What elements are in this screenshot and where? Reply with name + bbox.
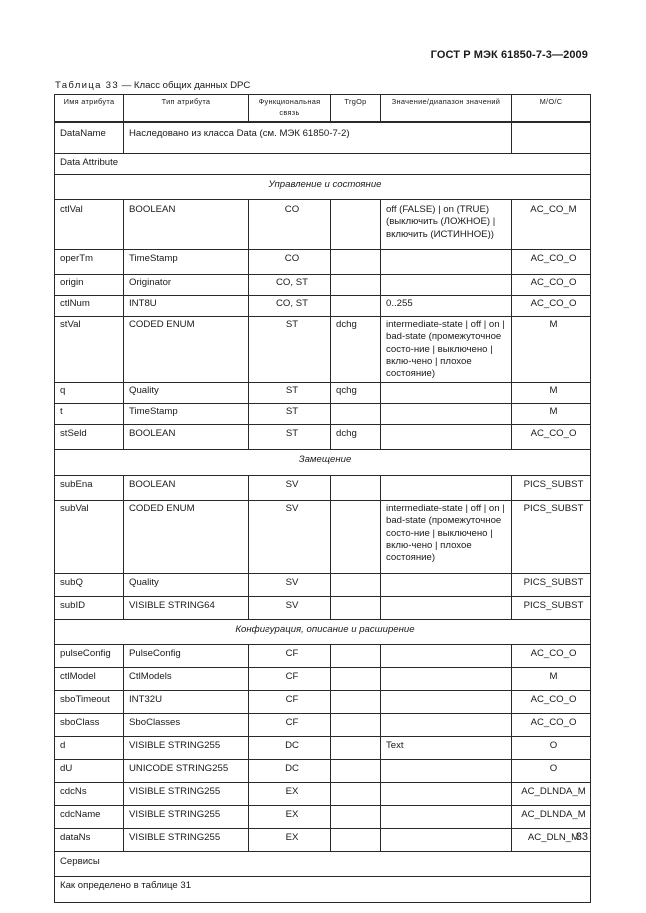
attr-type-cell: INT32U <box>124 691 249 714</box>
attr-type-cell: BOOLEAN <box>124 425 249 450</box>
attr-name-cell: dU <box>55 760 124 783</box>
attr-fc-cell: CO <box>249 250 331 275</box>
attribute-row <box>55 574 591 597</box>
attr-name-cell: pulseConfig <box>55 645 124 668</box>
attr-value-cell: intermediate-state | off | on | bad-state (промежуточное состо-ние | выключено | вклю-чено | плохое состояние) <box>381 317 512 383</box>
attr-moc-cell: PICS_SUBST <box>512 574 591 597</box>
attr-trgop-cell <box>331 783 381 806</box>
attribute-row <box>55 668 591 691</box>
attr-moc-cell: M <box>512 404 591 425</box>
attr-trgop-cell <box>331 668 381 691</box>
attr-trgop-cell <box>331 714 381 737</box>
attr-value-cell <box>381 714 512 737</box>
attr-fc-cell: ST <box>249 404 331 425</box>
attr-value-cell <box>381 783 512 806</box>
attr-value-cell <box>381 760 512 783</box>
attribute-row <box>55 737 591 760</box>
attr-trgop-cell <box>331 476 381 501</box>
attr-name-cell: q <box>55 383 124 404</box>
attr-fc-cell: SV <box>249 597 331 620</box>
data-attribute-row <box>55 154 591 175</box>
attr-fc-cell: CO <box>249 200 331 250</box>
attr-moc-cell: M <box>512 317 591 383</box>
attr-name-cell: sboClass <box>55 714 124 737</box>
attr-fc-cell: EX <box>249 829 331 852</box>
services-row <box>55 852 591 877</box>
standard-header: ГОСТ Р МЭК 61850-7-3—2009 <box>430 49 588 61</box>
attr-value-cell <box>381 476 512 501</box>
col-header-name: Имя атрибута <box>55 95 124 123</box>
attr-value-cell: 0..255 <box>381 296 512 317</box>
section-substitution: Замещение <box>55 450 591 476</box>
attr-moc-cell: AC_CO_O <box>512 714 591 737</box>
attr-trgop-cell <box>331 737 381 760</box>
dataname-moc <box>512 122 591 154</box>
attr-name-cell: cdcNs <box>55 783 124 806</box>
attr-name-cell: subQ <box>55 574 124 597</box>
attribute-row <box>55 275 591 296</box>
attr-value-cell <box>381 404 512 425</box>
attr-name-cell: subID <box>55 597 124 620</box>
attr-type-cell: PulseConfig <box>124 645 249 668</box>
attr-fc-cell: SV <box>249 501 331 574</box>
control-group <box>55 200 591 450</box>
attr-moc-cell: AC_CO_O <box>512 425 591 450</box>
attr-fc-cell: ST <box>249 383 331 404</box>
attr-type-cell: CtlModels <box>124 668 249 691</box>
dpc-attribute-table <box>54 94 591 903</box>
attr-name-cell: ctlModel <box>55 668 124 691</box>
services-text-row <box>55 877 591 903</box>
attr-trgop-cell <box>331 501 381 574</box>
attr-moc-cell: AC_DLN_M <box>512 829 591 852</box>
attr-name-cell: ctlVal <box>55 200 124 250</box>
attr-moc-cell: AC_CO_O <box>512 645 591 668</box>
attr-moc-cell: PICS_SUBST <box>512 476 591 501</box>
attr-fc-cell: DC <box>249 760 331 783</box>
attr-type-cell: TimeStamp <box>124 404 249 425</box>
attr-trgop-cell <box>331 691 381 714</box>
attr-type-cell: BOOLEAN <box>124 476 249 501</box>
attr-type-cell: Quality <box>124 383 249 404</box>
attribute-row <box>55 714 591 737</box>
attr-fc-cell: SV <box>249 476 331 501</box>
attr-trgop-cell <box>331 574 381 597</box>
caption-label: Таблица 33 <box>55 80 119 91</box>
attr-trgop-cell <box>331 829 381 852</box>
data-attribute-label: Data Attribute <box>55 154 591 175</box>
col-header-moc: M/O/C <box>512 95 591 123</box>
page-number: 33 <box>575 831 588 843</box>
col-header-trgop: TrgOp <box>331 95 381 123</box>
attr-moc-cell: AC_DLNDA_M <box>512 806 591 829</box>
attr-value-cell: intermediate-state | off | on | bad-state (промежуточное состо-ние | выключено | вклю-чено | плохое состояние) <box>381 501 512 574</box>
attr-fc-cell: EX <box>249 783 331 806</box>
section-row <box>55 450 591 476</box>
attr-moc-cell: O <box>512 737 591 760</box>
attr-fc-cell: SV <box>249 574 331 597</box>
attr-value-cell <box>381 425 512 450</box>
attribute-row <box>55 645 591 668</box>
attr-type-cell: CODED ENUM <box>124 317 249 383</box>
section-control-status: Управление и состояние <box>55 175 591 200</box>
attribute-row <box>55 425 591 450</box>
table-caption <box>55 80 250 91</box>
attr-trgop-cell <box>331 645 381 668</box>
attr-trgop-cell: dchg <box>331 317 381 383</box>
attr-type-cell: VISIBLE STRING255 <box>124 829 249 852</box>
attr-moc-cell: PICS_SUBST <box>512 597 591 620</box>
attribute-row <box>55 691 591 714</box>
attr-moc-cell: M <box>512 668 591 691</box>
attr-type-cell: INT8U <box>124 296 249 317</box>
attr-name-cell: origin <box>55 275 124 296</box>
attr-type-cell: BOOLEAN <box>124 200 249 250</box>
attr-moc-cell: AC_CO_O <box>512 275 591 296</box>
attr-value-cell <box>381 829 512 852</box>
attr-value-cell <box>381 275 512 296</box>
attr-name-cell: stSeld <box>55 425 124 450</box>
attr-type-cell: UNICODE STRING255 <box>124 760 249 783</box>
col-header-type: Тип атрибута <box>124 95 249 123</box>
attr-fc-cell: DC <box>249 737 331 760</box>
attribute-row <box>55 783 591 806</box>
attr-moc-cell: AC_CO_M <box>512 200 591 250</box>
attr-trgop-cell <box>331 597 381 620</box>
attr-name-cell: dataNs <box>55 829 124 852</box>
attr-trgop-cell: dchg <box>331 425 381 450</box>
attr-fc-cell: CO, ST <box>249 296 331 317</box>
attribute-row <box>55 383 591 404</box>
attr-type-cell: Originator <box>124 275 249 296</box>
attr-fc-cell: ST <box>249 317 331 383</box>
col-header-fc: Функциональная связь <box>249 95 331 123</box>
attr-value-cell: Text <box>381 737 512 760</box>
attr-trgop-cell <box>331 806 381 829</box>
config-group <box>55 645 591 852</box>
attr-type-cell: VISIBLE STRING64 <box>124 597 249 620</box>
dataname-cell: DataName <box>55 122 124 154</box>
attr-fc-cell: CF <box>249 691 331 714</box>
table-header-row <box>55 95 591 123</box>
attribute-row <box>55 296 591 317</box>
col-header-value: Значение/диапазон значений <box>381 95 512 123</box>
attr-type-cell: VISIBLE STRING255 <box>124 737 249 760</box>
attribute-row <box>55 200 591 250</box>
dataname-row <box>55 122 591 154</box>
attr-value-cell <box>381 691 512 714</box>
attr-type-cell: SboClasses <box>124 714 249 737</box>
section-row <box>55 175 591 200</box>
attribute-row <box>55 806 591 829</box>
attr-trgop-cell <box>331 760 381 783</box>
attr-moc-cell: PICS_SUBST <box>512 501 591 574</box>
services-text: Как определено в таблице 31 <box>55 877 591 903</box>
services-label: Сервисы <box>55 852 591 877</box>
attr-fc-cell: CF <box>249 668 331 691</box>
attr-value-cell <box>381 383 512 404</box>
attr-type-cell: Quality <box>124 574 249 597</box>
attr-moc-cell: AC_CO_O <box>512 250 591 275</box>
attr-type-cell: CODED ENUM <box>124 501 249 574</box>
attr-value-cell: off (FALSE) | on (TRUE) (выключить (ЛОЖНОЕ) | включить (ИСТИННОЕ)) <box>381 200 512 250</box>
attribute-row <box>55 501 591 574</box>
attr-name-cell: t <box>55 404 124 425</box>
attr-moc-cell: O <box>512 760 591 783</box>
attribute-row <box>55 597 591 620</box>
attr-name-cell: operTm <box>55 250 124 275</box>
attr-value-cell <box>381 806 512 829</box>
attr-trgop-cell <box>331 404 381 425</box>
attr-moc-cell: AC_CO_O <box>512 296 591 317</box>
attr-name-cell: subVal <box>55 501 124 574</box>
attr-name-cell: d <box>55 737 124 760</box>
attr-name-cell: stVal <box>55 317 124 383</box>
attr-name-cell: cdcName <box>55 806 124 829</box>
attr-fc-cell: CO, ST <box>249 275 331 296</box>
attribute-row <box>55 760 591 783</box>
attr-name-cell: sboTimeout <box>55 691 124 714</box>
attr-trgop-cell <box>331 275 381 296</box>
attr-moc-cell: AC_DLNDA_M <box>512 783 591 806</box>
attr-name-cell: subEna <box>55 476 124 501</box>
attr-type-cell: VISIBLE STRING255 <box>124 783 249 806</box>
dataname-inherit-text: Наследовано из класса Data (см. МЭК 61850-7-2) <box>124 122 512 154</box>
attr-fc-cell: CF <box>249 714 331 737</box>
attr-trgop-cell <box>331 200 381 250</box>
attr-value-cell <box>381 645 512 668</box>
attribute-row <box>55 829 591 852</box>
attribute-row <box>55 250 591 275</box>
attr-type-cell: TimeStamp <box>124 250 249 275</box>
attr-trgop-cell <box>331 296 381 317</box>
attr-value-cell <box>381 597 512 620</box>
substitution-group <box>55 476 591 620</box>
attr-fc-cell: CF <box>249 645 331 668</box>
attr-moc-cell: M <box>512 383 591 404</box>
attribute-row <box>55 404 591 425</box>
attr-value-cell <box>381 574 512 597</box>
attr-value-cell <box>381 250 512 275</box>
attribute-row <box>55 317 591 383</box>
section-config: Конфигурация, описание и расширение <box>55 620 591 645</box>
attr-fc-cell: ST <box>249 425 331 450</box>
attr-trgop-cell: qchg <box>331 383 381 404</box>
attr-moc-cell: AC_CO_O <box>512 691 591 714</box>
attr-fc-cell: EX <box>249 806 331 829</box>
section-row <box>55 620 591 645</box>
caption-title: — Класс общих данных DPC <box>118 80 251 91</box>
attr-trgop-cell <box>331 250 381 275</box>
attr-value-cell <box>381 668 512 691</box>
attr-name-cell: ctlNum <box>55 296 124 317</box>
attr-type-cell: VISIBLE STRING255 <box>124 806 249 829</box>
attribute-row <box>55 476 591 501</box>
